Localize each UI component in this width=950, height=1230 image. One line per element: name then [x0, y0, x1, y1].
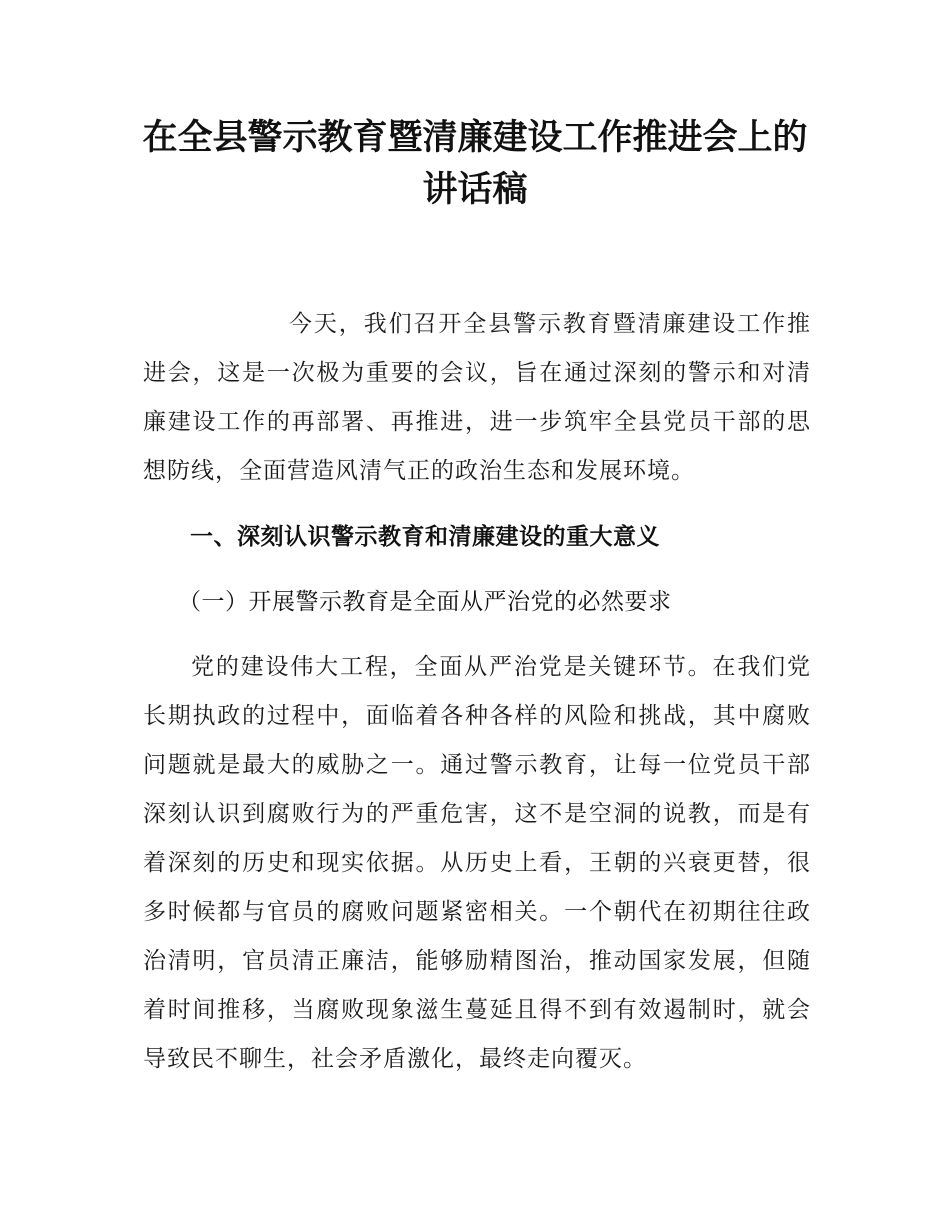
document-title: 在全县警示教育暨清廉建设工作推进会上的讲话稿: [142, 118, 808, 210]
body-paragraph: 党的建设伟大工程，全面从严治党是关键环节。在我们党长期执政的过程中，面临着各种各样的风险和挑战，其中腐败问题就是最大的威胁之一。通过警示教育，让每一位党员干部深刻认识到腐败行为的严重危害，这不是空洞的说教，而是有着深刻的历史和现实依据。从历史上看，王朝的兴衰更替，很多时候都与官员的腐败问题紧密相关。一个朝代在初期往往政治清明，官员清正廉洁，能够励精图治，推动国家发展，但随着时间推移，当腐败现象滋生蔓延且得不到有效遏制时，就会导致民不聊生，社会矛盾激化，最终走向覆灭。: [143, 654, 811, 1072]
intro-paragraph: 今天，我们召开全县警示教育暨清廉建设工作推进会，这是一次极为重要的会议，旨在通过深刻的警示和对清廉建设工作的再部署、再推进，进一步筑牢全县党员干部的思想防线，全面营造风清气正的政治生态和发展环境。: [143, 311, 811, 484]
section-heading: 一、深刻认识警示教育和清廉建设的重大意义: [190, 524, 660, 550]
subsection-heading: （一）开展警示教育是全面从严治党的必然要求: [178, 589, 672, 615]
